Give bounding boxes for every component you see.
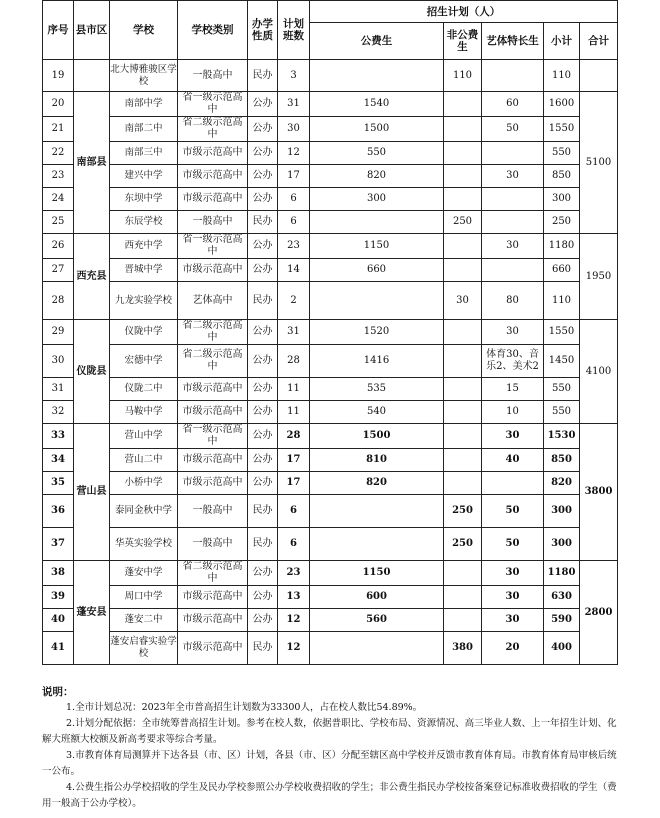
cell-nonpublic: 250 xyxy=(444,528,482,561)
cell-seq: 19 xyxy=(43,60,74,92)
cell-school: 建兴中学 xyxy=(110,165,178,188)
cell-seq: 39 xyxy=(43,586,74,609)
table-row xyxy=(43,234,618,259)
cell-nature: 民办 xyxy=(248,282,278,320)
cell-public: 550 xyxy=(310,142,444,165)
cell-public xyxy=(310,211,444,234)
cell-nonpublic: 250 xyxy=(444,495,482,528)
cell-subtotal: 850 xyxy=(544,165,580,188)
cell-nonpublic: 110 xyxy=(444,60,482,92)
cell-subtotal: 630 xyxy=(544,586,580,609)
cell-category: 省一级示范高中 xyxy=(178,234,248,259)
cell-school: 小桥中学 xyxy=(110,472,178,495)
cell-school: 南部二中 xyxy=(110,117,178,142)
table-row xyxy=(43,561,618,586)
cell-nature: 民办 xyxy=(248,495,278,528)
cell-subtotal: 300 xyxy=(544,188,580,211)
header-school: 学校 xyxy=(110,1,178,60)
cell-subtotal: 250 xyxy=(544,211,580,234)
cell-seq: 21 xyxy=(43,117,74,142)
cell-nonpublic xyxy=(444,561,482,586)
cell-classes: 6 xyxy=(278,188,310,211)
cell-seq: 30 xyxy=(43,345,74,378)
cell-art: 50 xyxy=(482,528,544,561)
cell-nature: 民办 xyxy=(248,528,278,561)
cell-public: 820 xyxy=(310,472,444,495)
cell-subtotal: 1530 xyxy=(544,424,580,449)
cell-category: 市级示范高中 xyxy=(178,378,248,401)
cell-classes: 14 xyxy=(278,259,310,282)
cell-school: 仪陇二中 xyxy=(110,378,178,401)
cell-category: 市级示范高中 xyxy=(178,142,248,165)
cell-public xyxy=(310,495,444,528)
table-row xyxy=(43,60,618,92)
cell-nonpublic xyxy=(444,117,482,142)
cell-category: 省二级示范高中 xyxy=(178,561,248,586)
table-row xyxy=(43,188,618,211)
cell-art xyxy=(482,472,544,495)
cell-nonpublic: 30 xyxy=(444,282,482,320)
cell-category: 省二级示范高中 xyxy=(178,117,248,142)
cell-art: 30 xyxy=(482,320,544,345)
cell-seq: 20 xyxy=(43,92,74,117)
cell-seq: 32 xyxy=(43,401,74,424)
cell-art: 50 xyxy=(482,117,544,142)
header-classes: 计划班数 xyxy=(278,1,310,60)
cell-category: 市级示范高中 xyxy=(178,401,248,424)
cell-school: 华英实验学校 xyxy=(110,528,178,561)
cell-category: 市级示范高中 xyxy=(178,449,248,472)
cell-art: 20 xyxy=(482,632,544,665)
cell-category: 省二级示范高中 xyxy=(178,320,248,345)
table-row xyxy=(43,586,618,609)
cell-nature: 公办 xyxy=(248,234,278,259)
cell-classes: 17 xyxy=(278,165,310,188)
cell-classes: 30 xyxy=(278,117,310,142)
cell-school: 泰同金秋中学 xyxy=(110,495,178,528)
cell-art xyxy=(482,142,544,165)
cell-nature: 民办 xyxy=(248,211,278,234)
cell-classes: 11 xyxy=(278,401,310,424)
cell-seq: 38 xyxy=(43,561,74,586)
cell-subtotal: 550 xyxy=(544,401,580,424)
cell-total: 1950 xyxy=(580,234,618,320)
cell-total: 3800 xyxy=(580,424,618,561)
table-row xyxy=(43,378,618,401)
cell-nonpublic xyxy=(444,188,482,211)
cell-nature: 公办 xyxy=(248,586,278,609)
cell-nonpublic xyxy=(444,449,482,472)
cell-nonpublic xyxy=(444,165,482,188)
cell-nature: 公办 xyxy=(248,259,278,282)
cell-nature: 公办 xyxy=(248,609,278,632)
cell-seq: 26 xyxy=(43,234,74,259)
cell-public: 535 xyxy=(310,378,444,401)
cell-public: 540 xyxy=(310,401,444,424)
table-row xyxy=(43,259,618,282)
table-row xyxy=(43,282,618,320)
cell-county: 仪陇县 xyxy=(74,320,110,424)
cell-seq: 24 xyxy=(43,188,74,211)
cell-classes: 28 xyxy=(278,424,310,449)
cell-subtotal: 550 xyxy=(544,142,580,165)
table-row xyxy=(43,117,618,142)
cell-public: 660 xyxy=(310,259,444,282)
cell-classes: 12 xyxy=(278,609,310,632)
cell-county: 南部县 xyxy=(74,92,110,234)
cell-county: 西充县 xyxy=(74,234,110,320)
cell-school: 南部中学 xyxy=(110,92,178,117)
cell-category: 一般高中 xyxy=(178,211,248,234)
cell-nonpublic xyxy=(444,345,482,378)
notes-section xyxy=(42,684,617,812)
cell-public: 1540 xyxy=(310,92,444,117)
cell-subtotal: 1450 xyxy=(544,345,580,378)
cell-nature: 公办 xyxy=(248,117,278,142)
cell-total: 2800 xyxy=(580,561,618,665)
enrollment-plan-table xyxy=(42,0,618,665)
cell-total: 5100 xyxy=(580,92,618,234)
table-row xyxy=(43,495,618,528)
cell-school: 北大博雅骏区学校 xyxy=(110,60,178,92)
table-row xyxy=(43,424,618,449)
cell-subtotal: 550 xyxy=(544,378,580,401)
header-row-1 xyxy=(43,1,618,23)
header-art: 艺体特长生 xyxy=(482,23,544,60)
note-item: 2.计划分配依据：全市统筹普高招生计划。参考在校人数，依据普职比、学校布局、资源情况、高三毕业人数、上一年招生计划、化解大班额大校额及新高考要求等综合考量。 xyxy=(42,718,617,745)
cell-art: 30 xyxy=(482,234,544,259)
cell-seq: 31 xyxy=(43,378,74,401)
cell-nonpublic xyxy=(444,609,482,632)
cell-public xyxy=(310,282,444,320)
cell-nature: 公办 xyxy=(248,401,278,424)
cell-classes: 23 xyxy=(278,561,310,586)
cell-art xyxy=(482,188,544,211)
cell-seq: 40 xyxy=(43,609,74,632)
cell-classes: 6 xyxy=(278,528,310,561)
cell-category: 一般高中 xyxy=(178,495,248,528)
cell-subtotal: 300 xyxy=(544,495,580,528)
cell-public: 1500 xyxy=(310,117,444,142)
header-total: 合计 xyxy=(580,23,618,60)
cell-nature: 公办 xyxy=(248,142,278,165)
cell-subtotal: 1600 xyxy=(544,92,580,117)
cell-seq: 22 xyxy=(43,142,74,165)
cell-school: 晋城中学 xyxy=(110,259,178,282)
cell-nonpublic xyxy=(444,320,482,345)
cell-public: 810 xyxy=(310,449,444,472)
cell-subtotal: 1180 xyxy=(544,561,580,586)
cell-nonpublic xyxy=(444,401,482,424)
cell-nonpublic: 380 xyxy=(444,632,482,665)
header-category: 学校类别 xyxy=(178,1,248,60)
cell-art: 30 xyxy=(482,165,544,188)
cell-school: 西充中学 xyxy=(110,234,178,259)
cell-nature: 公办 xyxy=(248,345,278,378)
table-row xyxy=(43,92,618,117)
cell-art: 30 xyxy=(482,561,544,586)
cell-category: 市级示范高中 xyxy=(178,632,248,665)
cell-public: 820 xyxy=(310,165,444,188)
cell-subtotal: 110 xyxy=(544,60,580,92)
cell-seq: 41 xyxy=(43,632,74,665)
cell-school: 东坝中学 xyxy=(110,188,178,211)
cell-nature: 民办 xyxy=(248,632,278,665)
cell-subtotal: 1550 xyxy=(544,320,580,345)
header-nature: 办学性质 xyxy=(248,1,278,60)
cell-classes: 12 xyxy=(278,142,310,165)
cell-nature: 公办 xyxy=(248,472,278,495)
cell-seq: 35 xyxy=(43,472,74,495)
cell-art: 30 xyxy=(482,424,544,449)
cell-subtotal: 110 xyxy=(544,282,580,320)
cell-public: 600 xyxy=(310,586,444,609)
cell-public: 1500 xyxy=(310,424,444,449)
cell-school: 南部三中 xyxy=(110,142,178,165)
cell-county: 营山县 xyxy=(74,424,110,561)
cell-art: 体育30、音乐2、美术2 xyxy=(482,345,544,378)
header-seq: 序号 xyxy=(43,1,74,60)
cell-classes: 23 xyxy=(278,234,310,259)
cell-nature: 公办 xyxy=(248,378,278,401)
cell-category: 一般高中 xyxy=(178,60,248,92)
header-public: 公费生 xyxy=(310,23,444,60)
cell-nature: 公办 xyxy=(248,92,278,117)
cell-classes: 31 xyxy=(278,320,310,345)
cell-public: 1416 xyxy=(310,345,444,378)
cell-seq: 34 xyxy=(43,449,74,472)
cell-subtotal: 590 xyxy=(544,609,580,632)
table-row xyxy=(43,345,618,378)
cell-nature: 公办 xyxy=(248,165,278,188)
cell-classes: 12 xyxy=(278,632,310,665)
cell-category: 一般高中 xyxy=(178,528,248,561)
table-row xyxy=(43,211,618,234)
table-row xyxy=(43,401,618,424)
cell-subtotal: 850 xyxy=(544,449,580,472)
cell-total-empty xyxy=(580,60,618,92)
cell-nature: 公办 xyxy=(248,320,278,345)
cell-school: 营山中学 xyxy=(110,424,178,449)
cell-classes: 6 xyxy=(278,495,310,528)
cell-category: 艺体高中 xyxy=(178,282,248,320)
cell-category: 省二级示范高中 xyxy=(178,345,248,378)
cell-classes: 13 xyxy=(278,586,310,609)
cell-school: 蓬安启睿实验学校 xyxy=(110,632,178,665)
cell-school: 宏德中学 xyxy=(110,345,178,378)
cell-public xyxy=(310,528,444,561)
cell-subtotal: 660 xyxy=(544,259,580,282)
cell-category: 市级示范高中 xyxy=(178,165,248,188)
cell-art xyxy=(482,60,544,92)
cell-public: 1520 xyxy=(310,320,444,345)
cell-art: 15 xyxy=(482,378,544,401)
cell-art: 80 xyxy=(482,282,544,320)
cell-school: 周口中学 xyxy=(110,586,178,609)
table-row xyxy=(43,449,618,472)
cell-nonpublic xyxy=(444,142,482,165)
cell-nonpublic xyxy=(444,378,482,401)
cell-classes: 17 xyxy=(278,472,310,495)
cell-category: 省一级示范高中 xyxy=(178,92,248,117)
cell-seq: 25 xyxy=(43,211,74,234)
cell-seq: 37 xyxy=(43,528,74,561)
table-row xyxy=(43,472,618,495)
cell-subtotal: 300 xyxy=(544,528,580,561)
cell-art xyxy=(482,211,544,234)
cell-seq: 33 xyxy=(43,424,74,449)
cell-nature: 公办 xyxy=(248,424,278,449)
cell-school: 东辰学校 xyxy=(110,211,178,234)
cell-public: 1150 xyxy=(310,561,444,586)
cell-seq: 36 xyxy=(43,495,74,528)
note-item: 1.全市计划总况：2023年全市普高招生计划数为33300人，占在校人数比54.89%。 xyxy=(66,702,423,713)
cell-nonpublic xyxy=(444,424,482,449)
cell-classes: 3 xyxy=(278,60,310,92)
table-row xyxy=(43,165,618,188)
table-row xyxy=(43,142,618,165)
header-county: 县市区 xyxy=(74,1,110,60)
cell-classes: 31 xyxy=(278,92,310,117)
note-item: 4.公费生指公办学校招收的学生及民办学校参照公办学校收费招收的学生；非公费生指民办学校按备案登记标准收费招收的学生（费用一般高于公办学校）。 xyxy=(42,782,617,809)
cell-art: 60 xyxy=(482,92,544,117)
table-row xyxy=(43,528,618,561)
cell-subtotal: 820 xyxy=(544,472,580,495)
cell-public: 1150 xyxy=(310,234,444,259)
table-row xyxy=(43,632,618,665)
cell-county-empty xyxy=(74,60,110,92)
cell-seq: 23 xyxy=(43,165,74,188)
cell-county: 蓬安县 xyxy=(74,561,110,665)
cell-nature: 公办 xyxy=(248,561,278,586)
table-body xyxy=(43,60,618,665)
table-row xyxy=(43,320,618,345)
cell-nonpublic xyxy=(444,586,482,609)
cell-nonpublic xyxy=(444,259,482,282)
cell-subtotal: 1550 xyxy=(544,117,580,142)
cell-classes: 17 xyxy=(278,449,310,472)
cell-subtotal: 400 xyxy=(544,632,580,665)
cell-art: 10 xyxy=(482,401,544,424)
cell-classes: 28 xyxy=(278,345,310,378)
cell-art xyxy=(482,259,544,282)
cell-nonpublic xyxy=(444,92,482,117)
cell-classes: 6 xyxy=(278,211,310,234)
cell-art: 30 xyxy=(482,609,544,632)
note-item: 3.市教育体育局测算并下达各县（市、区）计划，各县（市、区）分配至辖区高中学校并反馈市教育体育局。市教育体育局审核后统一公布。 xyxy=(42,750,617,777)
cell-school: 马鞍中学 xyxy=(110,401,178,424)
cell-subtotal: 1180 xyxy=(544,234,580,259)
table-row xyxy=(43,609,618,632)
cell-nature: 公办 xyxy=(248,188,278,211)
cell-nonpublic: 250 xyxy=(444,211,482,234)
cell-school: 蓬安中学 xyxy=(110,561,178,586)
cell-public: 560 xyxy=(310,609,444,632)
cell-category: 市级示范高中 xyxy=(178,609,248,632)
cell-school: 九龙实验学校 xyxy=(110,282,178,320)
cell-seq: 28 xyxy=(43,282,74,320)
header-subtotal: 小计 xyxy=(544,23,580,60)
cell-nonpublic xyxy=(444,472,482,495)
cell-category: 市级示范高中 xyxy=(178,188,248,211)
cell-category: 市级示范高中 xyxy=(178,259,248,282)
cell-school: 营山二中 xyxy=(110,449,178,472)
cell-seq: 27 xyxy=(43,259,74,282)
cell-school: 蓬安二中 xyxy=(110,609,178,632)
header-nonpublic: 非公费生 xyxy=(444,23,482,60)
cell-total: 4100 xyxy=(580,320,618,424)
cell-nature: 公办 xyxy=(248,449,278,472)
cell-classes: 11 xyxy=(278,378,310,401)
cell-art: 30 xyxy=(482,586,544,609)
header-plan-group: 招生计划（人） xyxy=(310,1,618,23)
enrollment-plan-table-wrapper xyxy=(42,0,618,665)
cell-nature: 民办 xyxy=(248,60,278,92)
cell-art: 50 xyxy=(482,495,544,528)
cell-category: 省一级示范高中 xyxy=(178,424,248,449)
cell-category: 市级示范高中 xyxy=(178,472,248,495)
cell-public xyxy=(310,632,444,665)
cell-school: 仪陇中学 xyxy=(110,320,178,345)
cell-classes: 2 xyxy=(278,282,310,320)
cell-art: 40 xyxy=(482,449,544,472)
cell-public: 300 xyxy=(310,188,444,211)
cell-category: 市级示范高中 xyxy=(178,586,248,609)
cell-seq: 29 xyxy=(43,320,74,345)
cell-nonpublic xyxy=(444,234,482,259)
cell-public xyxy=(310,60,444,92)
notes-title: 说明： xyxy=(42,686,74,698)
